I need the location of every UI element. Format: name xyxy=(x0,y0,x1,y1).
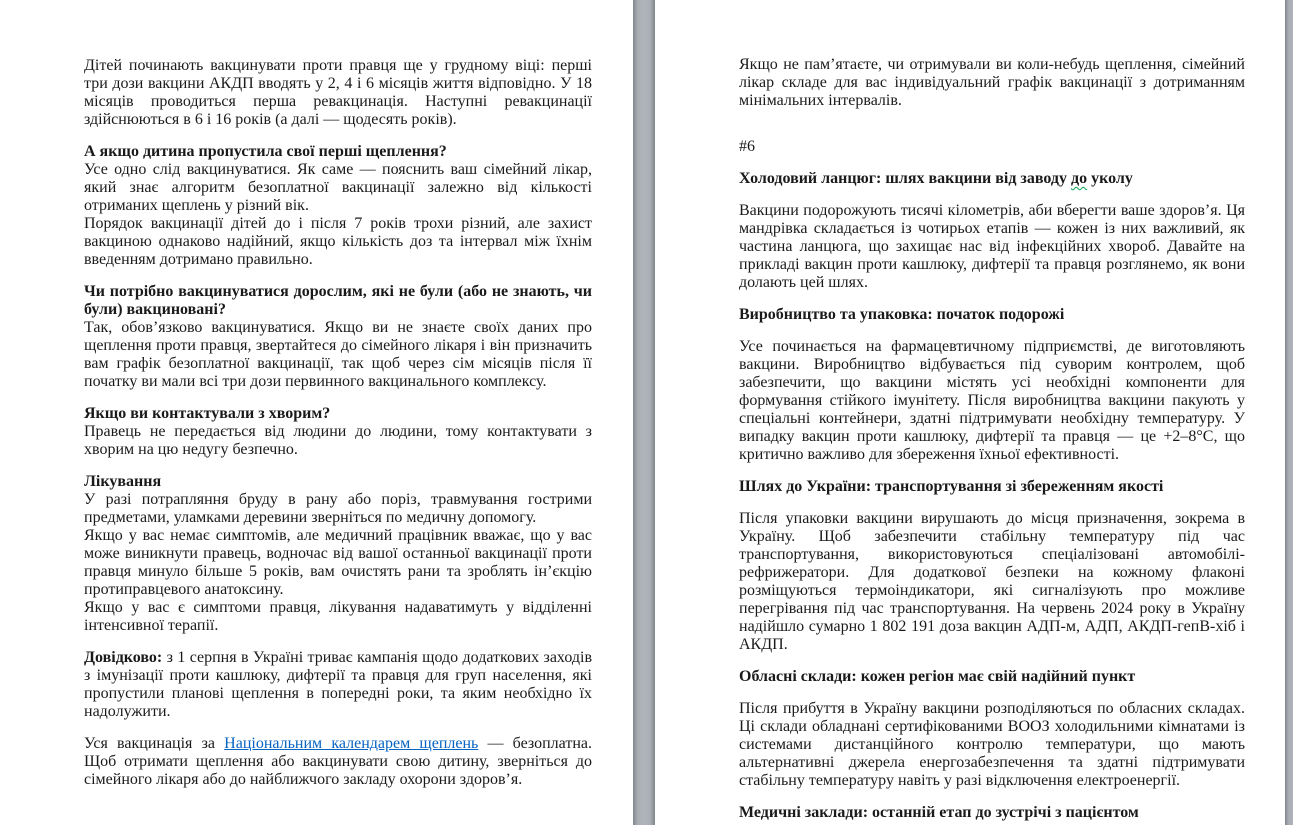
paragraph xyxy=(84,649,592,721)
bold-text-run: до xyxy=(1071,170,1088,187)
section-heading xyxy=(739,478,1245,496)
blank-line xyxy=(84,391,592,405)
paragraph xyxy=(739,138,1245,156)
text-run: Усе одно слід вакцинуватися. Як саме — пояснить ваш сімейний лікар, який знає алгоритм безоплатної вакцинації залежно від кількості отриманих щеплень у різний вік. xyxy=(84,161,592,214)
document-page-left xyxy=(0,0,633,825)
blank-line xyxy=(739,790,1245,804)
section-heading xyxy=(739,306,1245,324)
right-edge-strip xyxy=(1285,0,1293,825)
paragraph xyxy=(739,202,1245,292)
blank-line xyxy=(84,635,592,649)
paragraph xyxy=(739,338,1245,464)
blank-line xyxy=(739,110,1245,124)
blank-line xyxy=(739,156,1245,170)
text-run: — безоплатна. Щоб отримати щеплення або вакцинувати свою дитину, зверніться до сімейного лікаря або до найближчого закладу охорони здоров’я. xyxy=(84,735,593,788)
bold-text-run: А якщо дитина пропустила свої перші щеплення? xyxy=(84,143,447,160)
text-run: Дітей починають вакцинувати проти правця ще у грудному віці: перші три дози вакцини АКДП вводять у 2, 4 і 6 місяців життя відповідно. У 18 місяців проводиться перша ревакцинація. Наступні ревакцинації здійснюються в 6 і 16 років (а далі — щодесять років). xyxy=(84,57,592,128)
bold-text-run: Шлях до України: транспортування зі збереженням якості xyxy=(739,478,1164,495)
text-run: #6 xyxy=(739,138,755,155)
section-heading xyxy=(739,804,1245,822)
section-heading xyxy=(739,668,1245,686)
text-run: Порядок вакцинації дітей до і після 7 років трохи різний, але захист вакциною однаково надійний, якщо кількість доз та інтервал між їхнім введенням дотримано правильно. xyxy=(84,215,592,268)
bold-text-run: Медичні заклади: останній етап до зустрічі з пацієнтом xyxy=(739,804,1139,821)
text-run: Якщо не пам’ятаєте, чи отримували ви коли-небудь щеплення, сімейний лікар складе для вас індивідуальний графік вакцинації з дотриманням мінімальних інтервалів. xyxy=(739,56,1245,109)
paragraph xyxy=(84,215,592,269)
paragraph xyxy=(84,161,592,215)
bold-text-run: уколу xyxy=(1087,170,1133,187)
blank-line xyxy=(739,496,1245,510)
blank-line xyxy=(84,129,592,143)
paragraph xyxy=(84,319,592,391)
bold-text-run: Якщо ви контактували з хворим? xyxy=(84,405,331,422)
bold-text-run: Чи потрібно вакцинуватися дорослим, які не були (або не знають, чи були) вакциновані? xyxy=(84,283,592,318)
text-run: Так, обов’язково вакцинуватися. Якщо ви не знаєте своїх даних про щеплення проти правця, звертайтеся до сімейного лікаря і він призначить вам графік безоплатної вакцинації, так щоб через сім місяців після її початку ви мали всі три дози первинного вакцинального комплексу. xyxy=(84,319,592,390)
bold-text-run: Виробництво та упаковка: початок подорожі xyxy=(739,306,1065,323)
bold-text-run: Обласні склади: кожен регіон має свій надійний пункт xyxy=(739,668,1136,685)
paragraph xyxy=(739,56,1245,110)
paragraph xyxy=(84,527,592,599)
paragraph xyxy=(739,700,1245,790)
paragraph xyxy=(84,491,592,527)
section-heading xyxy=(739,170,1245,188)
text-run: Якщо у вас немає симптомів, але медичний працівник вважає, що у вас може виникнути правець, водночас від вашої останньої вакцинації проти правця минуло більше 5 років, вам очистять рани та зроблять ін’єкцію протиправцевого анатоксину. xyxy=(84,527,592,598)
text-run: Після прибуття в Україну вакцини розподіляються по обласних складах. Ці склади обладнані сертифікованими ВООЗ холодильними кімнатами із системами дистанційного контролю температури, що мають альтернативні джерела енергозабезпечення та здатні підтримувати стабільну температуру навіть у разі відключення електроенергії. xyxy=(739,700,1245,789)
section-heading xyxy=(84,143,592,161)
text-run: Правець не передається від людини до людини, тому контактувати з хворим на цю недугу безпечно. xyxy=(84,423,592,458)
text-run: У разі потрапляння бруду в рану або поріз, травмування гострими предметами, уламками деревини зверніться по медичну допомогу. xyxy=(84,491,592,526)
blank-line xyxy=(84,459,592,473)
text-run: Уся вакцинація за xyxy=(84,735,225,752)
text-run: Усе починається на фармацевтичному підприємстві, де виготовляють вакцини. Виробництво відбувається під суворим контролем, щоб забезпечити, що вакцини містять усі необхідні компоненти для формування стійкого імунітету. Після виробництва вакцини пакують у спеціальні контейнери, здатні підтримувати необхідну температуру. У випадку вакцин проти кашлюку, дифтерії та правця — це +2–8°C, що критично важливо для збереження їхньої ефективності. xyxy=(739,338,1245,463)
section-heading xyxy=(84,473,592,491)
section-heading xyxy=(84,405,592,423)
paragraph xyxy=(84,599,592,635)
section-heading xyxy=(84,283,592,319)
text-run: Якщо у вас є симптоми правця, лікування надаватимуть у відділенні інтенсивної терапії. xyxy=(84,599,592,634)
blank-line xyxy=(739,324,1245,338)
paragraph xyxy=(739,510,1245,654)
bold-text-run: Довідково: xyxy=(84,649,163,666)
blank-line xyxy=(739,188,1245,202)
bold-text-run: Лікування xyxy=(84,473,162,490)
blank-line xyxy=(739,654,1245,668)
blank-line xyxy=(739,686,1245,700)
blank-line xyxy=(739,292,1245,306)
paragraph xyxy=(84,423,592,459)
vaccination-calendar-link[interactable]: Національним календарем щеплень xyxy=(224,735,479,752)
blank-line xyxy=(739,124,1245,138)
text-run: Вакцини подорожують тисячі кілометрів, аби вберегти ваше здоров’я. Ця мандрівка складається із чотирьох етапів — кожен із них важливий, як частина ланцюга, що захищає нас від інфекційних хвороб. Давайте на прикладі вакцин проти кашлюку, дифтерії та правця розглянемо, як вони долають цей шлях. xyxy=(739,202,1245,291)
blank-line xyxy=(739,464,1245,478)
text-run: з 1 серпня в Україні триває кампанія щодо додаткових заходів з імунізації проти кашлюку, дифтерії та правця для груп населення, які пропустили планові щеплення в попередні роки, та яким необхідно їх надолужити. xyxy=(84,649,592,720)
paragraph xyxy=(84,735,592,789)
bold-text-run: Холодовий ланцюг: шлях вакцини від заводу xyxy=(739,170,1072,187)
paragraph xyxy=(84,57,592,129)
page-gap-divider xyxy=(633,0,655,825)
document-page-right xyxy=(655,0,1285,825)
blank-line xyxy=(84,721,592,735)
blank-line xyxy=(84,269,592,283)
text-run: Після упаковки вакцини вирушають до місця призначення, зокрема в Україну. Щоб забезпечити стабільну температуру під час транспортування, використовуються спеціалізовані автомобілі-рефрижератори. Для додаткової безпеки на кожному флаконі розміщуються термоіндикатори, які сигналізують про можливе перегрівання під час транспортування. На червень 2024 року в Україну надійшло сумарно 1 802 191 доза вакцин АДП-м, АДП, АКДП-гепВ-хіб і АКДП. xyxy=(739,510,1245,653)
